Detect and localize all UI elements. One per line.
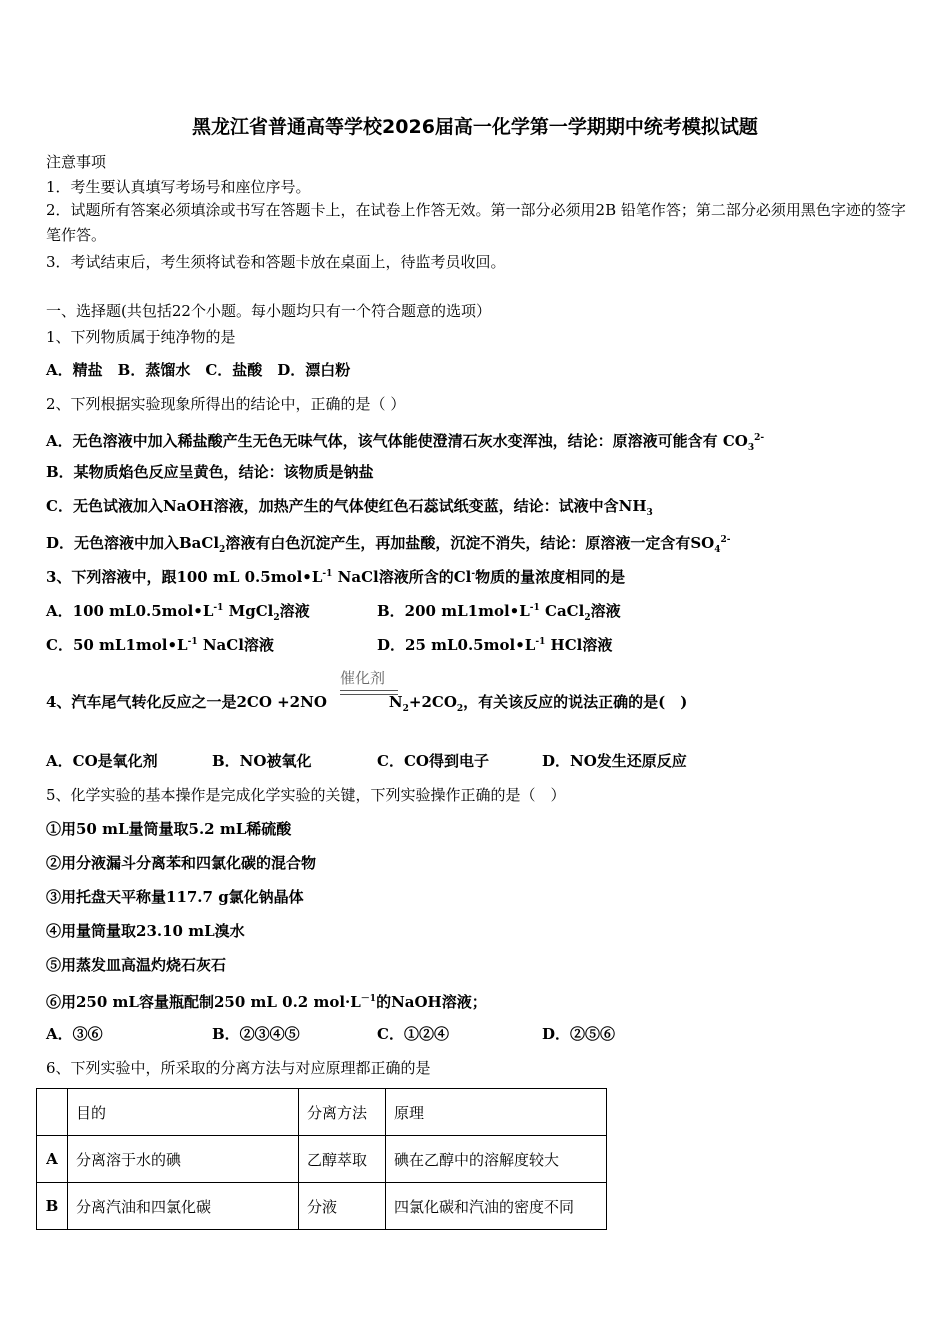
q3-a-sup: -1 bbox=[213, 603, 224, 613]
q3-b-pre: B．200 mL1mol•L bbox=[377, 602, 530, 620]
notice-heading: 注意事项 bbox=[46, 153, 107, 171]
q5-option-a: A．③⑥ bbox=[46, 1025, 103, 1043]
notice-item-3: 3．考试结束后，考生须将试卷和答题卡放在桌面上，待监考员收回。 bbox=[46, 253, 506, 271]
q4-option-d: D．NO发生还原反应 bbox=[542, 752, 687, 770]
q2-option-c bbox=[46, 496, 653, 523]
table-row-label: B bbox=[37, 1183, 68, 1230]
q2-d-mid: 溶液有白色沉淀产生，再加盐酸，沉淀不消失，结论：原溶液一定含有SO bbox=[225, 534, 715, 552]
q4-stem-mid: +2CO bbox=[408, 693, 457, 711]
table-row-label: A bbox=[37, 1136, 68, 1183]
table-cell-method: 分液 bbox=[299, 1183, 386, 1230]
q1-stem: 1、下列物质属于纯净物的是 bbox=[46, 328, 236, 346]
q3-c-sup: -1 bbox=[187, 637, 198, 647]
q2-a-text: A．无色溶液中加入稀盐酸产生无色无味气体，该气体能使澄清石灰水变浑浊，结论：原溶液可能含有 CO bbox=[46, 432, 748, 450]
q3-stem-post: 物质的量浓度相同的是 bbox=[475, 568, 626, 586]
q4-option-a: A．CO是氧化剂 bbox=[46, 752, 158, 770]
q4-stem bbox=[46, 692, 687, 719]
q2-d-sub1: 2 bbox=[219, 545, 226, 555]
q2-a-sup: 2- bbox=[754, 433, 765, 443]
q2-d-sub2: 4 bbox=[714, 545, 721, 555]
table-cell-purpose: 分离汽油和四氯化碳 bbox=[68, 1183, 299, 1230]
q3-option-c bbox=[46, 632, 274, 655]
q5-item-1: ①用50 mL量筒量取5.2 mL稀硫酸 bbox=[46, 820, 292, 838]
q5-item-2: ②用分液漏斗分离苯和四氯化碳的混合物 bbox=[46, 854, 317, 872]
q2-d-sup: 2- bbox=[720, 535, 731, 545]
q3-b-post: 溶液 bbox=[590, 602, 621, 620]
q3-option-d bbox=[377, 632, 612, 655]
q5-i6-post: 的NaOH溶液； bbox=[376, 993, 487, 1011]
q3-a-mid: MgCl bbox=[223, 602, 274, 620]
q2-a-sub: 3 bbox=[747, 443, 755, 453]
q4-sub1: 2 bbox=[402, 704, 409, 714]
notice-item-2: 2．试题所有答案必须填涂或书写在答题卡上，在试卷上作答无效。第一部分必须用2B 铅笔作答；第二部分必须用黑色字迹的签字笔作答。 bbox=[46, 201, 906, 244]
q3-b-mid: CaCl bbox=[539, 602, 585, 620]
table-row bbox=[37, 1136, 607, 1183]
table-header-cell: 原理 bbox=[386, 1089, 607, 1136]
q4-catalyst-label: 催化剂 bbox=[340, 669, 386, 687]
q4-option-c: C．CO得到电子 bbox=[377, 752, 489, 770]
q3-stem-sup2: - bbox=[471, 569, 476, 579]
table-row bbox=[37, 1183, 607, 1230]
table-cell-purpose: 分离溶于水的碘 bbox=[68, 1136, 299, 1183]
q5-i6-pre: ⑥用250 mL容量瓶配制250 mL 0.2 mol·L bbox=[46, 993, 361, 1011]
q3-b-sub: 2 bbox=[584, 613, 591, 623]
q3-stem-pre: 3、下列溶液中，跟100 mL 0.5mol•L bbox=[46, 568, 323, 586]
q2-option-d bbox=[46, 530, 730, 560]
q6-stem: 6、下列实验中，所采取的分离方法与对应原理都正确的是 bbox=[46, 1059, 431, 1077]
q2-d-pre: D．无色溶液中加入BaCl bbox=[46, 534, 220, 552]
q3-d-sup: -1 bbox=[535, 637, 546, 647]
q3-d-pre: D．25 mL0.5mol•L bbox=[377, 636, 536, 654]
q2-stem: 2、下列根据实验现象所得出的结论中，正确的是（ ） bbox=[46, 395, 406, 413]
q2-c-sub: 3 bbox=[646, 508, 653, 518]
q5-stem: 5、化学实验的基本操作是完成化学实验的关键，下列实验操作正确的是（ ） bbox=[46, 786, 566, 804]
q3-a-sub: 2 bbox=[273, 613, 280, 623]
q5-option-b: B．②③④⑤ bbox=[212, 1025, 300, 1043]
q4-stem-n2: N bbox=[388, 693, 403, 711]
table-header-row bbox=[37, 1089, 607, 1136]
q2-option-a bbox=[46, 428, 764, 458]
q5-item-3: ③用托盘天平称量117.7 g氯化钠晶体 bbox=[46, 888, 304, 906]
q2-option-b: B．某物质焰色反应呈黄色，结论：该物质是钠盐 bbox=[46, 463, 374, 481]
q3-b-sup: -1 bbox=[529, 603, 540, 613]
table-cell-method: 乙醇萃取 bbox=[299, 1136, 386, 1183]
q5-i6-sup: －1 bbox=[360, 994, 377, 1004]
section-heading: 一、选择题(共包括22个小题。每小题均只有一个符合题意的选项） bbox=[46, 302, 491, 320]
q3-c-pre: C．50 mL1mol•L bbox=[46, 636, 188, 654]
table-header-cell bbox=[37, 1089, 68, 1136]
q3-d-post: HCl溶液 bbox=[545, 636, 613, 654]
q5-item-5: ⑤用蒸发皿高温灼烧石灰石 bbox=[46, 956, 227, 974]
q2-c-text: C．无色试液加入NaOH溶液，加热产生的气体使红色石蕊试纸变蓝，结论：试液中含NH bbox=[46, 497, 647, 515]
q1-options: A．精盐 B．蒸馏水 C．盐酸 D．漂白粉 bbox=[46, 361, 351, 379]
q3-stem-sup: -1 bbox=[322, 569, 333, 579]
q3-option-a bbox=[46, 598, 310, 628]
q6-table bbox=[36, 1088, 607, 1230]
q4-stem-pre: 4、汽车尾气转化反应之一是2CO +2NO bbox=[46, 693, 327, 711]
q3-option-b bbox=[377, 598, 621, 628]
q3-c-post: NaCl溶液 bbox=[197, 636, 274, 654]
q5-option-d: D．②⑤⑥ bbox=[542, 1025, 616, 1043]
notice-item-1: 1．考生要认真填写考场号和座位序号。 bbox=[46, 178, 311, 196]
q3-a-pre: A．100 mL0.5mol•L bbox=[46, 602, 214, 620]
q3-stem bbox=[46, 564, 625, 587]
q4-sub2: 2 bbox=[456, 704, 464, 714]
table-header-cell: 目的 bbox=[68, 1089, 299, 1136]
q5-item-6 bbox=[46, 989, 487, 1012]
q5-option-c: C．①②④ bbox=[377, 1025, 449, 1043]
table-header-cell: 分离方法 bbox=[299, 1089, 386, 1136]
q3-stem-mid: NaCl溶液所含的Cl bbox=[332, 568, 472, 586]
q4-option-b: B．NO被氧化 bbox=[212, 752, 312, 770]
table-cell-principle: 碘在乙醇中的溶解度较大 bbox=[386, 1136, 607, 1183]
q3-a-post: 溶液 bbox=[279, 602, 310, 620]
q4-stem-post: ，有关该反应的说法正确的是( ) bbox=[463, 693, 688, 711]
table-cell-principle: 四氯化碳和汽油的密度不同 bbox=[386, 1183, 607, 1230]
q4-equilibrium-line-top bbox=[340, 690, 398, 691]
q5-item-4: ④用量筒量取23.10 mL溴水 bbox=[46, 922, 245, 940]
page-title: 黑龙江省普通高等学校2026届高一化学第一学期期中统考模拟试题 bbox=[192, 116, 758, 138]
